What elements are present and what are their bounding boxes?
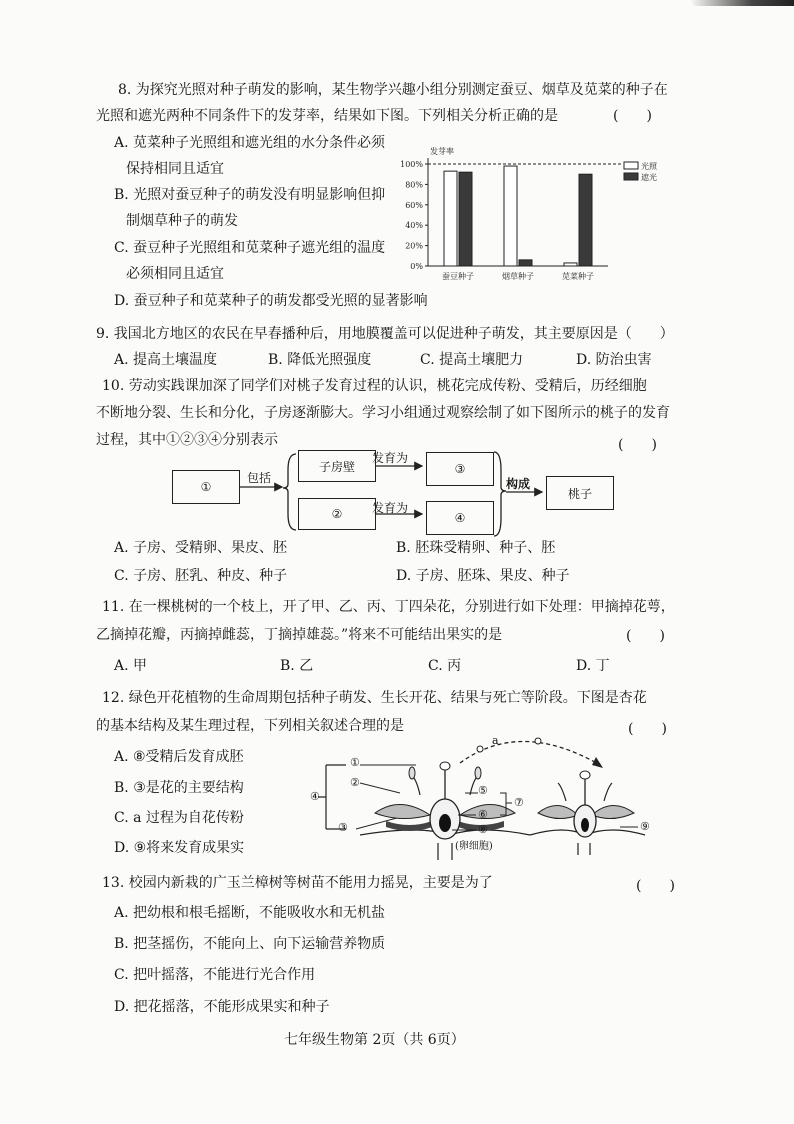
bar-光照-蚕豆种子 bbox=[444, 171, 457, 266]
flow-connectors bbox=[170, 440, 630, 550]
q13-option-d[interactable]: D. 把花摇落，不能形成果实和种子 bbox=[114, 999, 330, 1015]
q12-option-a[interactable]: A. ⑧受精后发育成胚 bbox=[114, 749, 244, 765]
q9-option-b[interactable]: B. 降低光照强度 bbox=[268, 352, 372, 368]
q9-stem: 9. 我国北方地区的农民在早春播种后，用地膜覆盖可以促进种子萌发，其主要原因是（ ） bbox=[96, 326, 674, 342]
q13-option-b[interactable]: B. 把茎摇伤，不能向上、向下运输营养物质 bbox=[114, 936, 386, 952]
q10-paren: ( ) bbox=[618, 437, 657, 453]
bar-光照-烟草种子 bbox=[504, 166, 517, 266]
q12-line1: 12. 绿色开花植物的生命周期包括种子萌发、生长开花、结果与死亡等阶段。下图是杏花 bbox=[102, 690, 647, 706]
flower-label-1: ① bbox=[350, 756, 360, 769]
bar-光照-苋菜种子 bbox=[564, 263, 577, 266]
q9-option-d[interactable]: D. 防治虫害 bbox=[576, 352, 652, 368]
ovary-wall-label: 子房壁 bbox=[318, 459, 355, 474]
category-label: 蚕豆种子 bbox=[442, 272, 474, 281]
q12-option-d[interactable]: D. ⑨将来发育成果实 bbox=[114, 840, 245, 856]
flower-label-3: ③ bbox=[338, 821, 348, 834]
q8-line1: 8. 为探究光照对种子萌发的影响，某生物学兴趣小组分别测定蚕豆、烟草及苋菜的种子在 bbox=[118, 82, 668, 98]
q8-paren: ( ) bbox=[613, 108, 652, 124]
q8-option-a-line1[interactable]: A. 苋菜种子光照组和遮光组的水分条件必须 bbox=[114, 135, 386, 151]
q10-option-c[interactable]: C. 子房、胚乳、种皮、种子 bbox=[114, 568, 288, 584]
germination-bar-chart bbox=[390, 140, 680, 288]
bar-遮光-烟草种子 bbox=[519, 260, 532, 266]
q8-line2: 光照和遮光两种不同条件下的发芽率，结果如下图。下列相关分析正确的是 bbox=[96, 108, 558, 124]
q11-option-d[interactable]: D. 丁 bbox=[576, 658, 610, 674]
y-tick-label: 60% bbox=[405, 200, 423, 210]
bar-遮光-蚕豆种子 bbox=[459, 172, 472, 266]
q12-option-b[interactable]: B. ③是花的主要结构 bbox=[114, 780, 244, 796]
peach-label: 桃子 bbox=[567, 486, 592, 501]
y-tick-label: 100% bbox=[400, 160, 423, 169]
q8-option-c-line2: 必须相同且适宜 bbox=[126, 266, 224, 282]
y-tick-label: 40% bbox=[405, 221, 423, 231]
q11-option-a[interactable]: A. 甲 bbox=[114, 658, 148, 674]
pollination-label-a: a bbox=[492, 734, 499, 747]
q11-line2: 乙摘掉花瓣，丙摘掉雌蕊，丁摘掉雄蕊。”将来不可能结出果实的是 bbox=[96, 627, 503, 643]
flower-label-5: ⑤ bbox=[478, 784, 488, 797]
develop-label-1: 发育为 bbox=[372, 451, 409, 465]
legend-swatch-光照 bbox=[624, 162, 638, 169]
y-tick-label: 80% bbox=[405, 180, 423, 190]
flower-label-4: ④ bbox=[310, 790, 320, 803]
q10-line2: 不断地分裂、生长和分化，子房逐渐膨大。学习小组通过观察绘制了如下图所示的桃子的发育 bbox=[96, 405, 670, 421]
q11-line1: 11. 在一棵桃树的一个枝上，开了甲、乙、丙、丁四朵花，分别进行如下处理：甲摘掉花萼， bbox=[102, 599, 675, 615]
q13-stem: 13. 校园内新栽的广玉兰樟树等树苗不能用力摇晃，主要是为了 bbox=[102, 875, 493, 891]
include-label: 包括 bbox=[247, 471, 272, 485]
flower-label-6: ⑥ bbox=[478, 808, 488, 821]
flower-label-9: ⑨ bbox=[640, 820, 650, 833]
q13-option-c[interactable]: C. 把叶摇落，不能进行光合作用 bbox=[114, 967, 316, 983]
q13-paren: ( ) bbox=[636, 878, 675, 894]
legend-label: 光照 bbox=[641, 162, 657, 171]
q11-paren: ( ) bbox=[626, 628, 665, 644]
flower-label-7: ⑦ bbox=[514, 796, 524, 809]
q12-line2: 的基本结构及某生理过程，下列相关叙述合理的是 bbox=[96, 718, 404, 734]
q12-paren: ( ) bbox=[628, 721, 667, 737]
compose-label: 构成 bbox=[506, 477, 531, 491]
box-3-label: ③ bbox=[454, 462, 466, 476]
q10-line1: 10. 劳动实践课加深了同学们对桃子发育过程的认识，桃花完成传粉、受精后，历经细胞 bbox=[102, 378, 647, 394]
q8-option-b-line2: 制烟草种子的萌发 bbox=[126, 213, 238, 229]
flower-label-2: ② bbox=[350, 776, 360, 789]
flower-label-8: ⑧ bbox=[478, 823, 488, 836]
box-1-label: ① bbox=[200, 480, 212, 494]
q8-option-b-line1[interactable]: B. 光照对蚕豆种子的萌发没有明显影响但抑 bbox=[114, 187, 386, 203]
y-tick-label: 20% bbox=[405, 241, 423, 251]
q10-option-d[interactable]: D. 子房、胚珠、果皮、种子 bbox=[396, 568, 570, 584]
q13-option-a[interactable]: A. 把幼根和根毛摇断，不能吸收水和无机盐 bbox=[114, 905, 386, 921]
q9-option-a[interactable]: A. 提高土壤温度 bbox=[114, 352, 218, 368]
q10-option-b[interactable]: B. 胚珠受精卵、种子、胚 bbox=[396, 540, 556, 556]
legend-swatch-遮光 bbox=[624, 173, 638, 180]
q11-option-c[interactable]: C. 丙 bbox=[428, 658, 462, 674]
box-4-label: ④ bbox=[454, 511, 466, 525]
q8-option-a-line2: 保持相同且适宜 bbox=[126, 161, 224, 177]
q8-option-c-line1[interactable]: C. 蚕豆种子光照组和苋菜种子遮光组的温度 bbox=[114, 240, 386, 256]
q8-option-d[interactable]: D. 蚕豆种子和苋菜种子的萌发都受光照的显著影响 bbox=[114, 293, 428, 309]
develop-label-2: 发育为 bbox=[372, 501, 409, 515]
q11-option-b[interactable]: B. 乙 bbox=[280, 658, 314, 674]
y-tick-label: 0% bbox=[410, 262, 423, 271]
q9-option-c[interactable]: C. 提高土壤肥力 bbox=[420, 352, 524, 368]
egg-cell-label: (卵细胞) bbox=[455, 841, 493, 852]
box-2-label: ② bbox=[331, 507, 343, 521]
page-footer: 七年级生物第 2页（共 6页） bbox=[284, 1032, 465, 1048]
bar-遮光-苋菜种子 bbox=[579, 174, 592, 266]
q10-option-a[interactable]: A. 子房、受精卵、果皮、胚 bbox=[114, 540, 288, 556]
y-axis-label: 发芽率 bbox=[430, 147, 454, 156]
q12-option-c[interactable]: C. a 过程为自花传粉 bbox=[114, 810, 244, 826]
q10-line3: 过程，其中①②③④分别表示 bbox=[96, 432, 278, 448]
scan-edge-mark bbox=[690, 0, 794, 6]
category-label: 苋菜种子 bbox=[562, 272, 594, 281]
category-label: 烟草种子 bbox=[502, 272, 534, 281]
legend-label: 遮光 bbox=[641, 173, 657, 182]
